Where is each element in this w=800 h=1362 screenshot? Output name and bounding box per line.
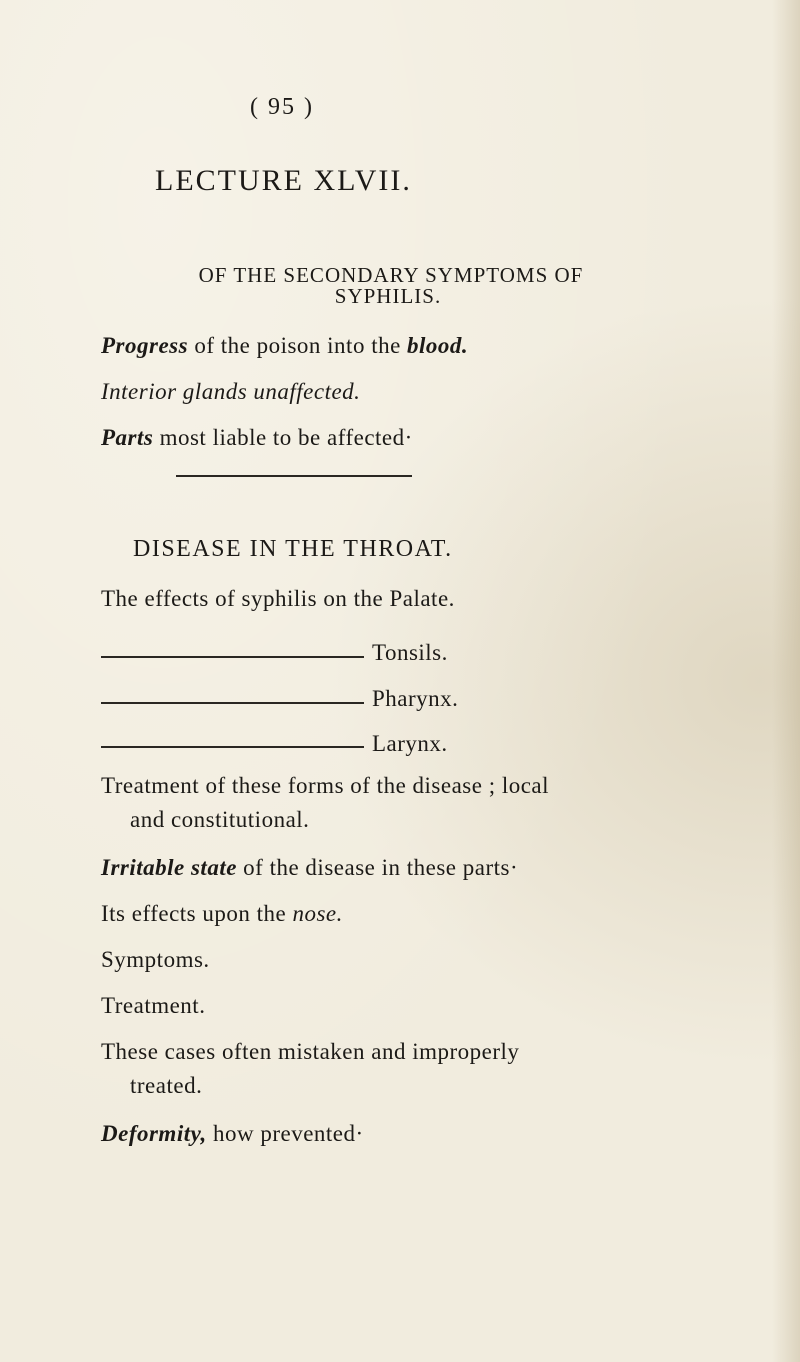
section-heading: DISEASE IN THE THROAT. xyxy=(133,536,453,562)
treatment-line-2: and constitutional. xyxy=(130,807,310,832)
nose-effects xyxy=(101,901,343,927)
throat-palate: The effects of syphilis on the Palate. xyxy=(101,586,455,611)
lecture-title: LECTURE XLVII. xyxy=(155,164,412,197)
treatment-line-1: Treatment of these forms of the disease ; local xyxy=(101,773,550,798)
ditto-rule-tonsils xyxy=(101,656,364,658)
summary-progress-end: blood. xyxy=(407,333,469,358)
cases-line-2: treated. xyxy=(130,1073,203,1098)
irritable-state-lead: Irritable state xyxy=(101,855,237,880)
summary-parts-lead: Parts xyxy=(101,425,154,450)
subtitle-line-2: SYPHILIS. xyxy=(334,284,442,308)
summary-progress xyxy=(101,333,468,359)
summary-glands-text: Interior glands unaffected. xyxy=(101,379,361,404)
throat-pharynx: Pharynx. xyxy=(372,686,459,711)
ditto-rule-pharynx xyxy=(101,702,364,704)
throat-tonsils: Tonsils. xyxy=(372,640,448,665)
symptoms: Symptoms. xyxy=(101,947,210,972)
throat-larynx: Larynx. xyxy=(372,731,448,756)
deformity xyxy=(101,1121,364,1147)
page-edge-shadow xyxy=(772,0,800,1362)
page-number: ( 95 ) xyxy=(250,94,314,120)
irritable-state-text: of the disease in these parts· xyxy=(236,855,519,880)
cases-line-1: These cases often mistaken and improperly xyxy=(101,1039,520,1064)
deformity-text: how prevented· xyxy=(206,1121,364,1146)
subtitle-line-1: OF THE SECONDARY SYMPTOMS OF xyxy=(198,263,584,287)
deformity-lead: Deformity, xyxy=(101,1121,207,1146)
section-separator-rule xyxy=(176,475,412,477)
ditto-rule-larynx xyxy=(101,746,364,748)
nose-effects-italic: nose. xyxy=(292,901,343,926)
summary-progress-lead: Progress xyxy=(101,333,189,358)
summary-progress-text: of the poison into the xyxy=(188,333,408,358)
summary-glands xyxy=(101,379,360,405)
summary-parts-text: most liable to be affected· xyxy=(153,425,413,450)
summary-parts xyxy=(101,425,413,451)
treatment-second: Treatment. xyxy=(101,993,206,1018)
nose-effects-text: Its effects upon the xyxy=(101,901,293,926)
irritable-state xyxy=(101,855,518,881)
